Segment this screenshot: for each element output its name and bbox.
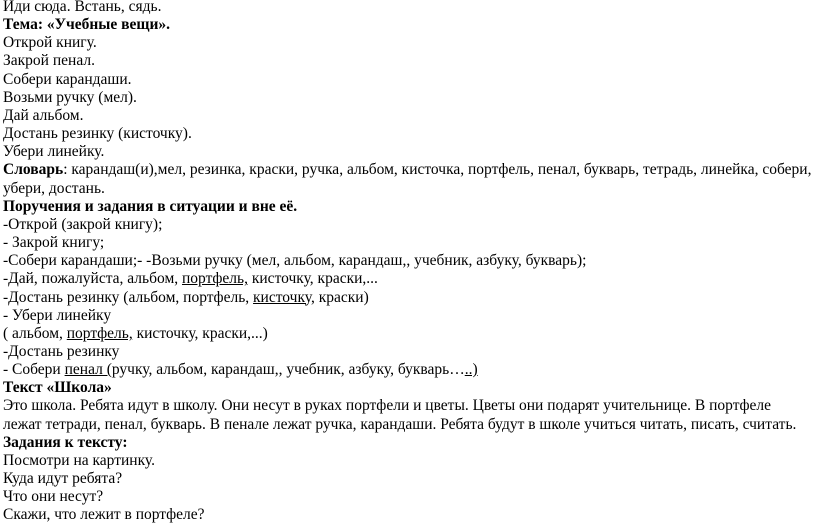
underlined-word: кисточку, [253, 288, 315, 306]
instruction-line: Возьми ручку (мел). [3, 88, 137, 106]
task-line: -Собери карандаши;- -Возьми ручку (мел, альбом, карандаш,, учебник, азбуку, букварь); [3, 252, 587, 270]
document-page [3, 0, 813, 525]
instruction-line: Убери линейку. [3, 143, 105, 161]
instruction-line: Закрой пенал. [3, 52, 95, 70]
underlined-word: портфель, [66, 324, 133, 342]
task-text: кисточку, краски,...) [132, 324, 268, 342]
vocabulary-label: Словарь [3, 161, 64, 179]
task-line: - Закрой книгу; [3, 234, 105, 252]
task-text: - Собери [3, 361, 65, 379]
instruction-line: Открой книгу. [3, 34, 97, 52]
task-line: -Достань резинку [3, 342, 120, 360]
underlined-word: ..) [464, 361, 478, 379]
instruction-line: Достань резинку (кисточку). [3, 125, 192, 143]
question-line: Посмотри на картинку. [3, 451, 155, 469]
question-line: Что они несут? [3, 488, 104, 506]
questions-heading: Задания к тексту: [3, 433, 128, 451]
task-line: -Открой (закрой книгу); [3, 215, 163, 233]
vocabulary-paragraph [3, 161, 813, 197]
underlined-word: пенал ( [64, 361, 112, 379]
text-heading: Текст «Школа» [3, 379, 112, 397]
task-line: - Убери линейку [3, 306, 112, 324]
task-line [3, 289, 813, 307]
task-line [3, 270, 813, 288]
instruction-line: Дай альбом. [3, 106, 84, 124]
task-text: краски) [314, 288, 369, 306]
question-line: Скажи, что лежит в портфеле? [3, 506, 205, 524]
task-line [3, 361, 813, 379]
task-text: -Достань резинку (альбом, портфель, [3, 288, 254, 306]
instruction-line: Собери карандаши. [3, 70, 132, 88]
underlined-word: портфель, [182, 270, 248, 288]
question-line: Куда идут ребята? [3, 470, 123, 488]
task-text: ручку, альбом, карандаш,, учебник, азбуку, букварь… [111, 361, 465, 379]
tasks-heading: Поручения и задания в ситуации и вне её. [3, 197, 298, 215]
vocabulary-text: : карандаш(и),мел, резинка, краски, ручка, альбом, кисточка, портфель, пенал, букварь, тетрадь, линейка, собери, убери, достань. [3, 161, 812, 197]
task-text: ( альбом, [3, 324, 67, 342]
task-text: кисточку, краски,... [247, 270, 378, 288]
intro-line: Иди сюда. Встань, сядь. [3, 0, 162, 15]
task-line [3, 325, 813, 343]
topic-heading: Тема: «Учебные вещи». [3, 16, 171, 34]
text-body: Это школа. Ребята идут в школу. Они несут в руках портфели и цветы. Цветы они подарят учительнице. В портфеле лежат тетради, пенал, букварь. В пенале лежат ручка, карандаши. Ребята будут в школе учиться читать, писать, считать. [3, 397, 797, 433]
task-text: -Дай, пожалуйста, альбом, [3, 270, 183, 288]
